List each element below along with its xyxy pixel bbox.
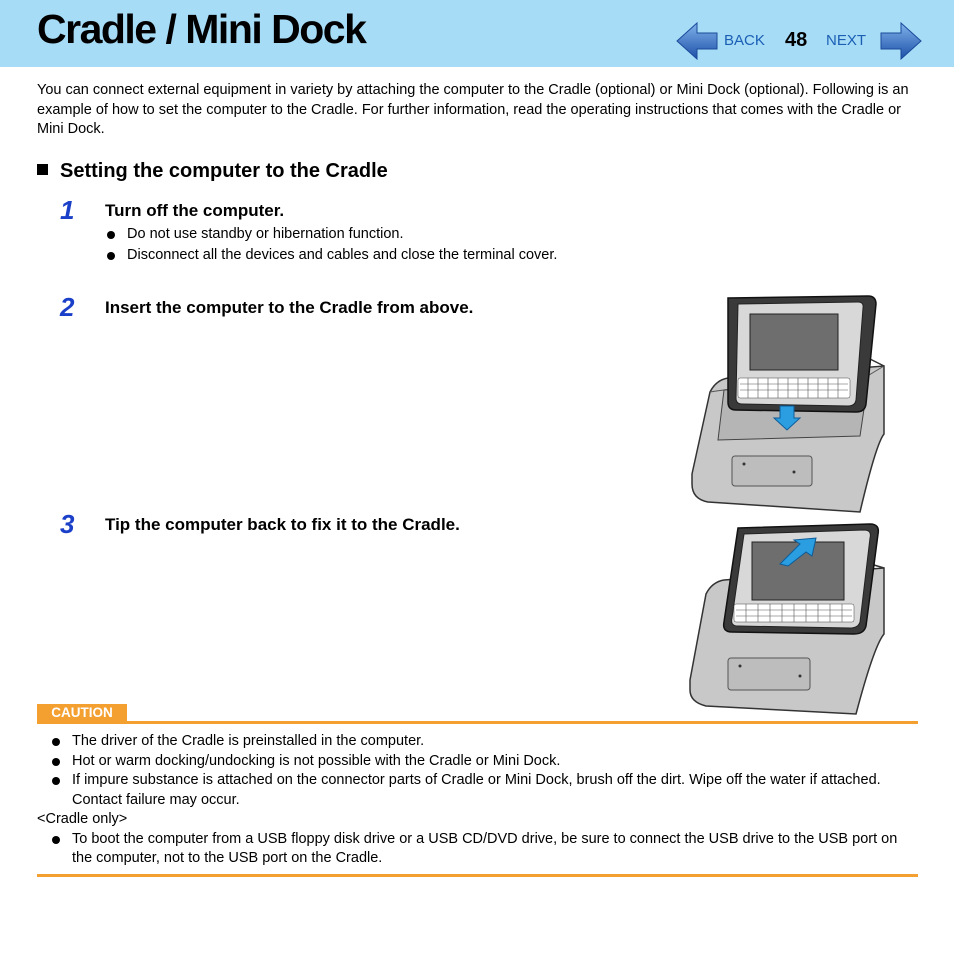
step-bullet-list bbox=[105, 224, 557, 266]
next-arrow-icon[interactable] bbox=[879, 22, 923, 60]
step-text: Turn off the computer. bbox=[105, 201, 285, 220]
step-number: 3 bbox=[60, 509, 75, 539]
back-arrow-icon[interactable] bbox=[675, 22, 719, 60]
caution-bottom-divider bbox=[37, 874, 918, 877]
page-number: 48 bbox=[785, 29, 808, 51]
step-text: Insert the computer to the Cradle from above. bbox=[105, 298, 474, 317]
section-heading-text: Setting the computer to the Cradle bbox=[60, 160, 388, 182]
list-item: The driver of the Cradle is preinstalled in the computer. bbox=[37, 732, 917, 752]
step-number: 2 bbox=[60, 292, 75, 322]
list-item: If impure substance is attached on the connector parts of Cradle or Mini Dock, brush off the dirt. Wipe off the water if attached. Contact failure may occur. bbox=[37, 771, 917, 810]
cradle-tilt-illustration bbox=[688, 522, 888, 718]
cradle-insert-illustration bbox=[688, 294, 888, 516]
list-item: Do not use standby or hibernation function. bbox=[105, 224, 557, 245]
caution-label: CAUTION bbox=[37, 704, 127, 722]
square-bullet-icon bbox=[37, 164, 48, 175]
caution-subheading: <Cradle only> bbox=[37, 811, 128, 827]
page-header bbox=[0, 0, 954, 67]
next-link[interactable]: NEXT bbox=[826, 32, 867, 49]
list-item: To boot the computer from a USB floppy disk drive or a USB CD/DVD drive, be sure to connect the USB drive to the USB port on the computer, not to the USB port on the Cradle. bbox=[37, 830, 917, 869]
intro-paragraph: You can connect external equipment in variety by attaching the computer to the Cradle (optional) or Mini Dock (optional). Following is an example of how to set the computer to the Cradle. For further information, read the operating instructions that comes with the Cradle or Mini Dock. bbox=[37, 82, 909, 137]
list-item: Hot or warm docking/undocking is not possible with the Cradle or Mini Dock. bbox=[37, 752, 917, 772]
caution-top-divider bbox=[37, 721, 918, 724]
step-text: Tip the computer back to fix it to the Cradle. bbox=[105, 515, 460, 534]
list-item: Disconnect all the devices and cables and close the terminal cover. bbox=[105, 245, 557, 266]
step-number: 1 bbox=[60, 195, 75, 225]
caution-box bbox=[37, 732, 917, 869]
page-title: Cradle / Mini Dock bbox=[37, 6, 366, 52]
section-heading bbox=[37, 160, 388, 183]
back-link[interactable]: BACK bbox=[724, 32, 765, 49]
